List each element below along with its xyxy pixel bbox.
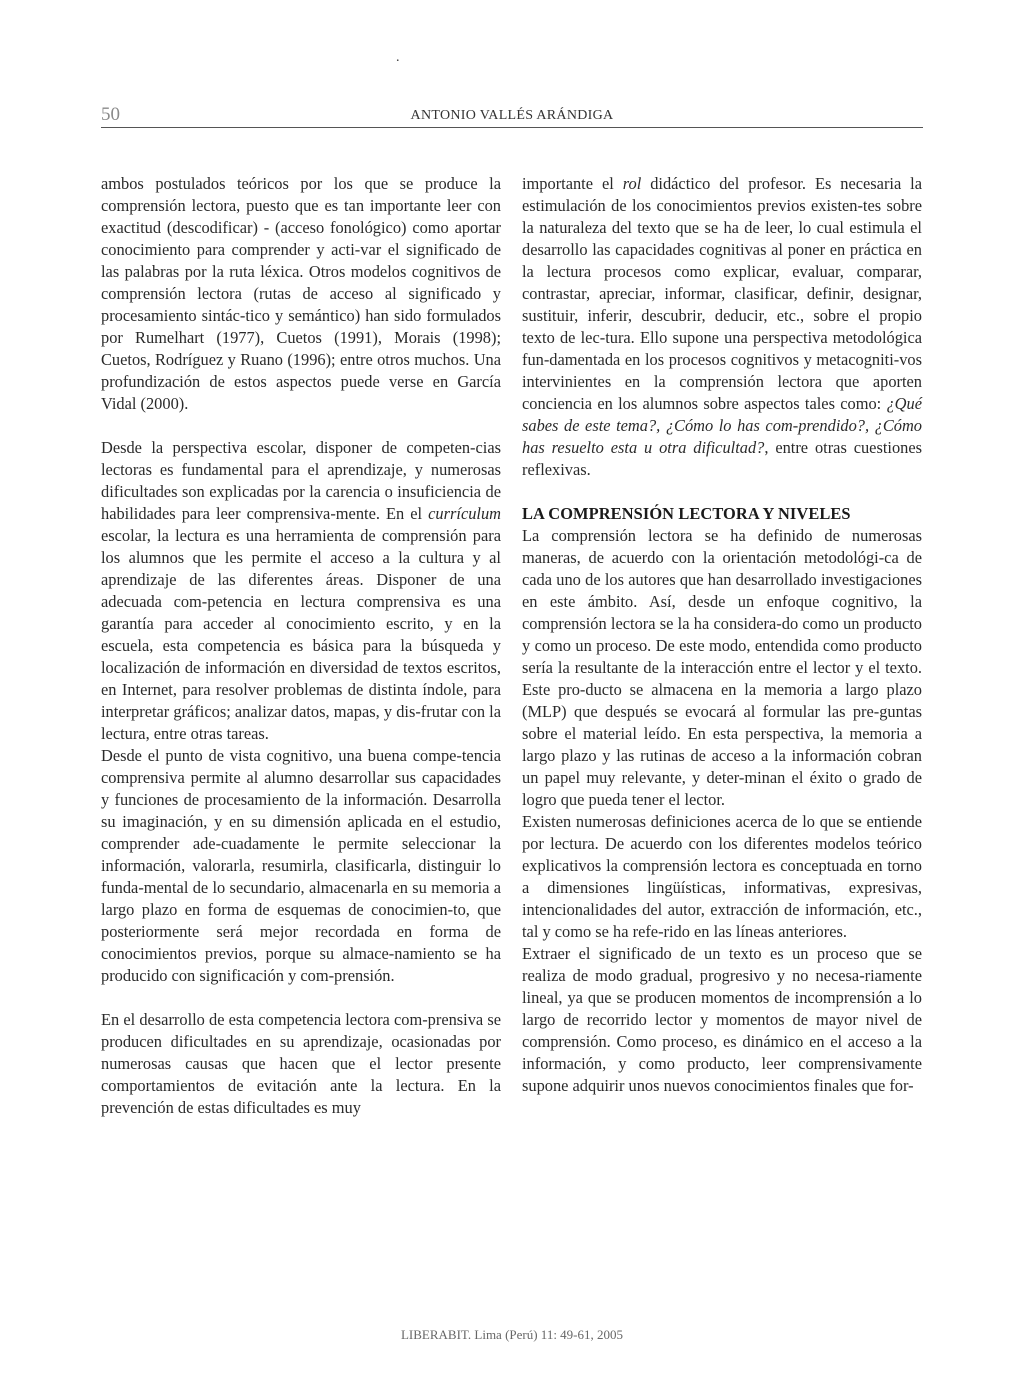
left-column [101, 173, 501, 1119]
running-head: ANTONIO VALLÉS ARÁNDIGA [410, 108, 614, 123]
text-run: escolar, la lectura es una herramienta de comprensión para los alumnos que les permite el acceso a la cultura y al aprendizaje de las diferentes áreas. Disponer de una adecuada com-petencia en lectura comprensiva es una garantía para acceder al conocimiento escrito, y en la escuela, esta competencia es básica para la búsqueda y localización de información en diversidad de textos escritos, en Internet, para resolver problemas de distinta índole, para interpretar gráficos; analizar datos, mapas, y dis-frutar con la lectura, entre otras tareas. [101, 526, 501, 743]
stray-mark: . [396, 50, 400, 65]
paragraph: Extraer el significado de un texto es un proceso que se realiza de modo gradual, progresivo y no necesa-riamente lineal, ya que se producen momentos de incomprensión a lo largo de recorrido lector y momentos de mayor nivel de comprensión. Como proceso, es dinámico en el acceso a la información, y como producto, leer comprensivamente supone adquirir unos nuevos conocimientos finales que for- [522, 944, 922, 1095]
text-run: Desde la perspectiva escolar, disponer de competen-cias lectoras es fundamental para el aprendizaje, y numerosas dificultades son explicadas por la carencia o insuficiencia de habilidades para leer comprensiva-mente. En el [101, 438, 501, 523]
page-number: 50 [101, 104, 120, 125]
italic-term: currículum [428, 504, 501, 523]
italic-questions: ¿Qué sabes de este tema?, ¿Cómo lo has com-prendido?, ¿Cómo has resuelto esta u otra dificultad? [522, 394, 922, 457]
paragraph: Existen numerosas definiciones acerca de lo que se entiende por lectura. De acuerdo con los diferentes modelos teórico explicativos la comprensión lectora es conceptuada en torno a dimensiones lingüísticas, informativas, expresivas, intencionalidades del autor, extracción de información, etc., tal y como se ha refe-rido en las líneas anteriores. [522, 812, 922, 941]
page-footer: LIBERABIT. Lima (Perú) 11: 49-61, 2005 [400, 1327, 624, 1342]
page-header [101, 104, 923, 128]
text-run: didáctico del profesor. Es necesaria la estimulación de los conocimientos previos existen-tes sobre la naturaleza del texto que se ha de leer, lo cual estimula el desarrollo las capacidades cognitivas al poner en práctica en la lectura procesos como explicar, evaluar, comparar, contrastar, apreciar, informar, clasificar, definir, designar, sustituir, inferir, descubrir, deducir, etc., sobre el propio texto de lec-tura. Ello supone una perspectiva metodológica fun-damentada en los procesos cognitivos y metacogniti-vos intervinientes en la comprensión lectora que aporten conciencia en los alumnos sobre aspectos tales como: [522, 174, 923, 413]
italic-term: rol [622, 174, 642, 193]
paragraph: En el desarrollo de esta competencia lectora com-prensiva se producen dificultades en su aprendizaje, ocasionadas por numerosas causas que hacen que el lector presente comportamientos de evitación ante la lectura. En la prevención de estas dificultades es muy [101, 1010, 501, 1117]
right-column [522, 173, 922, 1097]
section-heading: LA COMPRENSIÓN LECTORA Y NIVELES [522, 504, 851, 523]
text-run: importante el [522, 174, 623, 193]
paragraph: La comprensión lectora se ha definido de numerosas maneras, de acuerdo con la orientación metodológi-ca de cada uno de los autores que han desarrollado investigaciones en este ámbito. Así, desde un enfoque cognitivo, la comprensión lectora se la ha considera-do como un producto y como un proceso. De este modo, entendida como producto sería la resultante de la interacción entre el lector y el texto. Este pro-ducto se almacena en la memoria a largo plazo (MLP) que después se evocará al formular las pre-guntas sobre el material leído. En esta perspectiva, la memoria a largo plazo y las rutinas de acceso a la información cobran un papel muy relevante, y deter-minan el éxito o grado de logro que pueda tener el lector. [522, 526, 922, 809]
paragraph [101, 437, 501, 745]
paragraph: Desde el punto de vista cognitivo, una buena compe-tencia comprensiva permite al alumno desarrollar sus capacidades y funciones de procesamiento de la información. Desarrolla su imaginación, y en su dimensión aplicada en el estudio, comprender ade-cuadamente le permite seleccionar la información, valorarla, resumirla, clasificarla, distinguir lo funda-mental de lo secundario, almacenarla en su memoria a largo plazo en forma de esquemas de conocimien-to, que posteriormente será mejor recordada en forma de conocimientos previos, porque su almace-namiento se ha producido con significación y com-prensión. [101, 746, 501, 985]
text-run: , entre otras cuestiones reflexivas. [522, 438, 922, 479]
paragraph: ambos postulados teóricos por los que se produce la comprensión lectora, puesto que es tan importante leer con exactitud (descodificar) - (acceso fonológico) como aportar conocimiento para comprender y acti-var el significado de las palabras por la ruta léxica. Otros modelos cognitivos de comprensión lectora (rutas de acceso al significado y procesamiento sintác-tico y semántico) han sido formulados por Rumelhart (1977), Cuetos (1991), Morais (1998); Cuetos, Rodríguez y Ruano (1996); entre otros muchos. Una profundización de estos aspectos puede verse en García Vidal (2000). [101, 174, 501, 413]
paragraph [522, 173, 922, 481]
